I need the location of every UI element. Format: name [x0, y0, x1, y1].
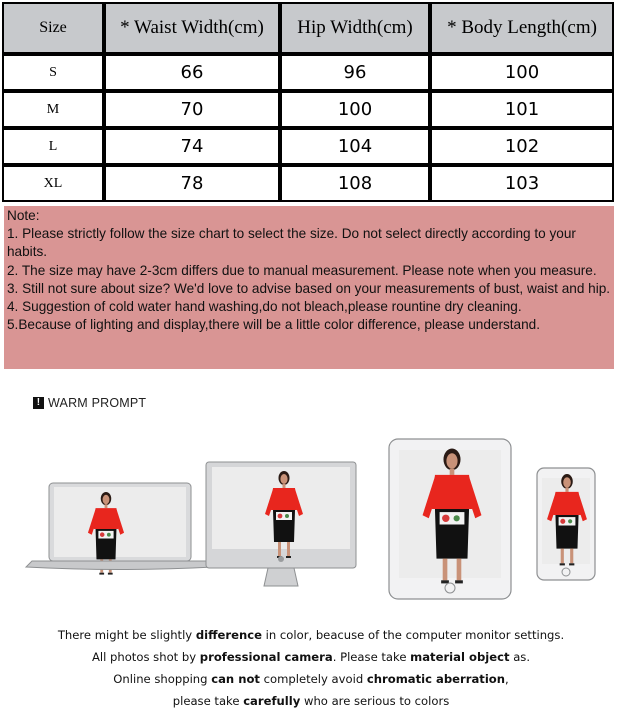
text-fragment: Online shopping [113, 672, 212, 686]
cell-hip: 100 [280, 91, 430, 128]
notes-title: Note: [7, 208, 40, 223]
cell-size: XL [2, 165, 104, 202]
color-disclaimer [0, 624, 622, 712]
cell-length: 101 [430, 91, 614, 128]
exclamation-icon: ! [33, 397, 44, 409]
cell-size: M [2, 91, 104, 128]
cell-length: 100 [430, 54, 614, 91]
header-size: Size [2, 2, 104, 54]
size-notes [4, 206, 614, 369]
table-header-row [2, 2, 614, 54]
text-emphasis: professional camera [199, 650, 333, 664]
desktop-monitor-icon [206, 462, 356, 586]
text-emphasis: chromatic aberration [366, 672, 506, 686]
cell-length: 102 [430, 128, 614, 165]
size-chart-table [2, 2, 614, 202]
text-fragment: in color, beacuse of the computer monitor settings. [261, 628, 565, 642]
table-row [2, 91, 614, 128]
warm-prompt-title: WARM PROMPT [48, 396, 147, 410]
text-emphasis: carefully [243, 694, 301, 708]
cell-size: S [2, 54, 104, 91]
cell-waist: 66 [104, 54, 280, 91]
header-hip: Hip Width(cm) [280, 2, 430, 54]
header-length: * Body Length(cm) [430, 2, 614, 54]
note-line: 4. Suggestion of cold water hand washing,do not bleach,please rountine dry cleaning. [7, 299, 522, 315]
cell-waist: 78 [104, 165, 280, 202]
disclaimer-line-2 [0, 646, 622, 668]
cell-length: 103 [430, 165, 614, 202]
warm-prompt-heading [33, 396, 146, 410]
note-line: 5.Because of lighting and display,there will be a little color difference, please understand. [7, 317, 541, 333]
note-line: 3. Still not sure about size? We'd love to advise based on your measurements of bust, waist and hip. [7, 280, 611, 296]
cell-waist: 70 [104, 91, 280, 128]
cell-waist: 74 [104, 128, 280, 165]
text-fragment: who are serious to colors [300, 694, 450, 708]
text-fragment: . Please take [332, 650, 411, 664]
cell-hip: 108 [280, 165, 430, 202]
header-waist: * Waist Width(cm) [104, 2, 280, 54]
cell-size: L [2, 128, 104, 165]
note-line: 1. Please strictly follow the size chart to select the size. Do not select directly according to your habits. [7, 226, 576, 260]
tablet-icon [389, 439, 511, 599]
text-emphasis: can not [211, 672, 260, 686]
cell-hip: 104 [280, 128, 430, 165]
text-fragment: completely avoid [259, 672, 367, 686]
disclaimer-line-3 [0, 668, 622, 690]
table-row [2, 54, 614, 91]
text-fragment: as. [509, 650, 531, 664]
table-row [2, 128, 614, 165]
text-emphasis: material object [410, 650, 510, 664]
phone-icon [537, 468, 595, 580]
disclaimer-line-1 [0, 624, 622, 646]
text-fragment: All photos shot by [91, 650, 200, 664]
cell-hip: 96 [280, 54, 430, 91]
text-fragment: , [505, 672, 509, 686]
text-fragment: There might be slightly [57, 628, 196, 642]
laptop-icon [26, 483, 214, 575]
disclaimer-line-4 [0, 690, 622, 712]
text-emphasis: difference [195, 628, 262, 642]
table-row [2, 165, 614, 202]
text-fragment: please take [172, 694, 244, 708]
device-illustration [0, 430, 622, 600]
note-line: 2. The size may have 2-3cm differs due to manual measurement. Please note when you measure. [7, 262, 597, 278]
